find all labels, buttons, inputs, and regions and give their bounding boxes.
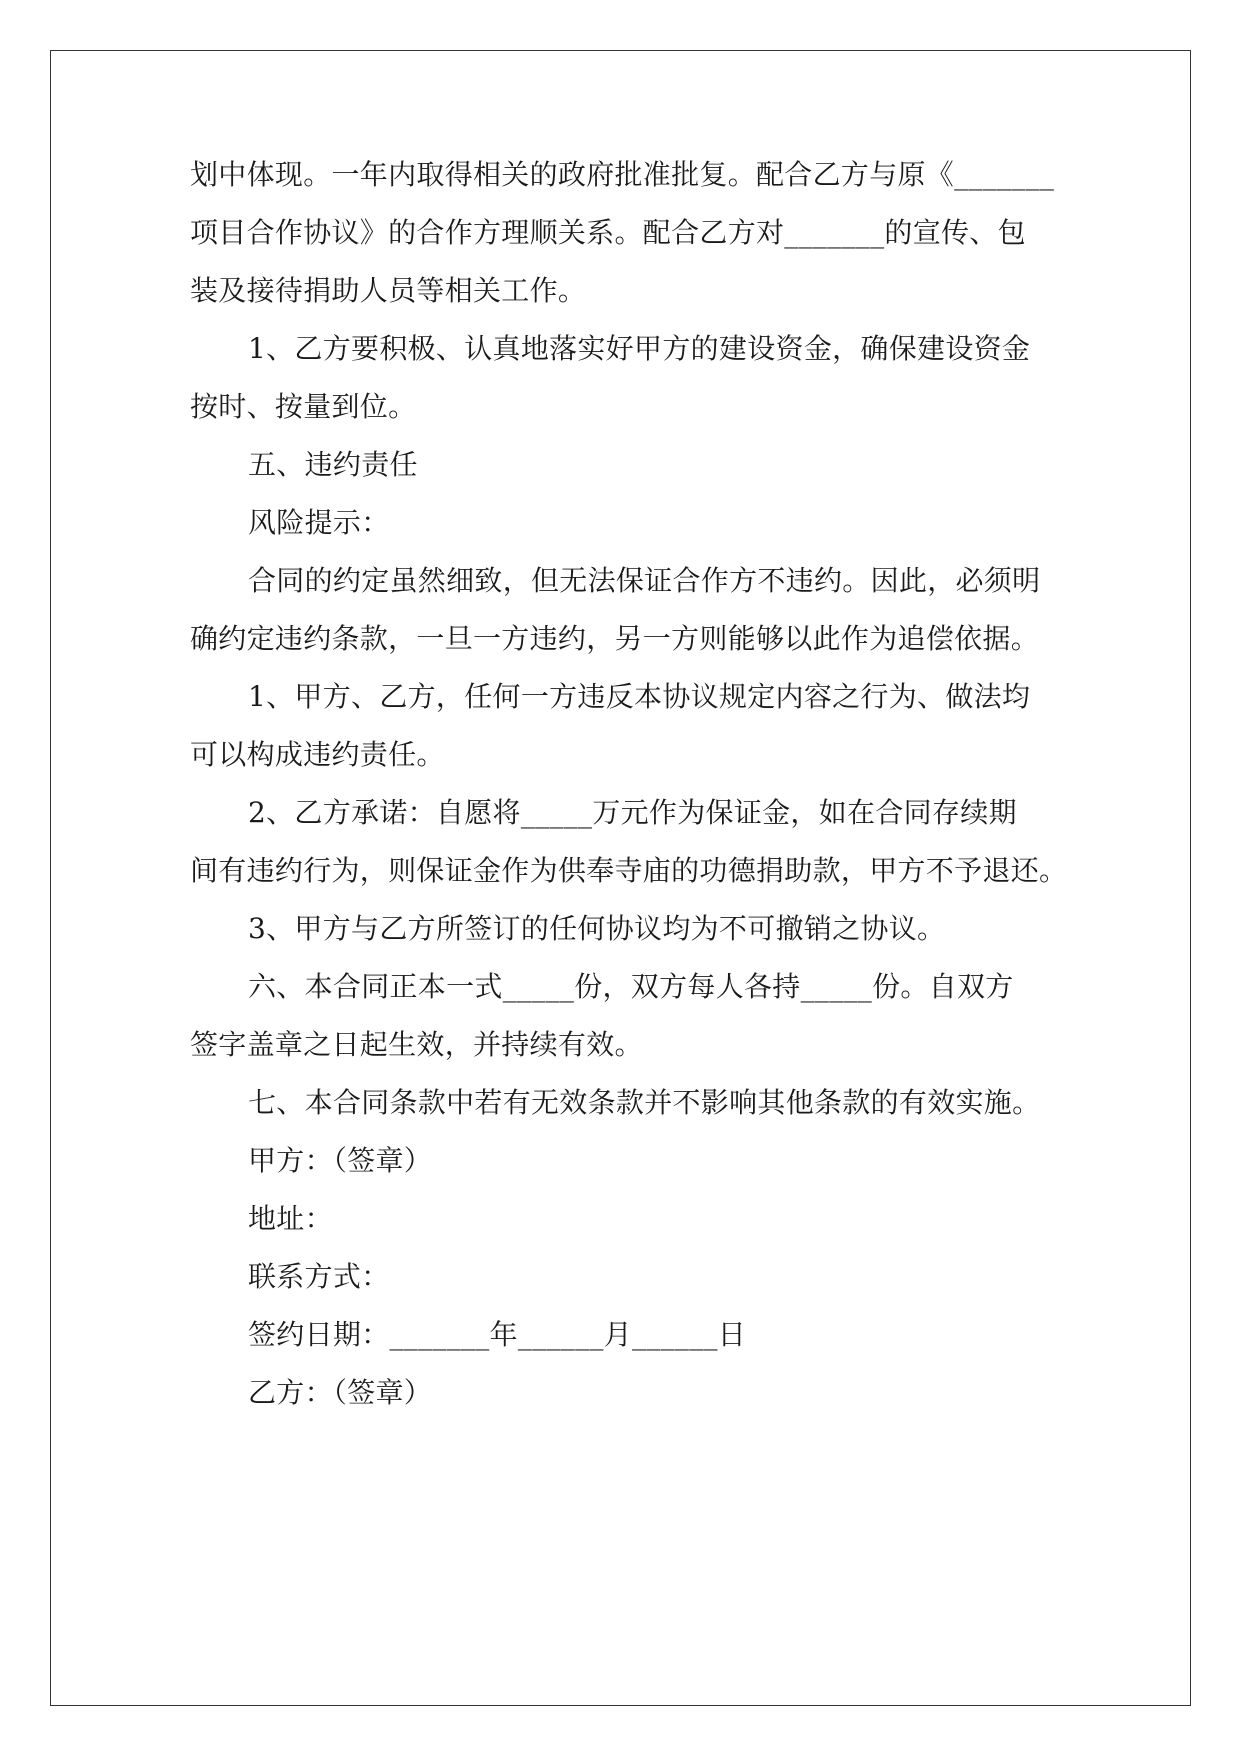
text-line: 可以构成违约责任。 [190,738,445,771]
section-heading: 六、本合同正本一式_____份，双方每人各持_____份。自双方 [248,970,1014,1003]
text-line: 项目合作协议》的合作方理顺关系。配合乙方对_______的宣传、包 [190,216,1026,249]
text-line: 装及接待捐助人员等相关工作。 [190,274,587,307]
text-line: 1、甲方、乙方，任何一方违反本协议规定内容之行为、做法均 [248,680,1031,713]
text-line: 间有违约行为，则保证金作为供奉寺庙的功德捐助款，甲方不予退还。 [190,854,1068,887]
sign-date-line: 签约日期：_______年______月______日 [248,1318,747,1351]
text-line: 划中体现。一年内取得相关的政府批准批复。配合乙方与原《_______ [190,158,1055,191]
text-line: 确约定违约条款，一旦一方违约，另一方则能够以此作为追偿依据。 [190,622,1040,655]
text-line: 1、乙方要积极、认真地落实好甲方的建设资金，确保建设资金 [248,332,1031,365]
text-line: 签字盖章之日起生效，并持续有效。 [190,1028,643,1061]
party-a-signature: 甲方：（签章） [248,1144,433,1177]
party-b-signature: 乙方：（签章） [248,1376,433,1409]
section-heading: 五、违约责任 [248,448,418,481]
text-line: 3、甲方与乙方所签订的任何协议均为不可撤销之协议。 [248,912,946,945]
address-label: 地址： [248,1202,333,1235]
risk-note-label: 风险提示： [248,506,390,539]
text-line: 合同的约定虽然细致，但无法保证合作方不违约。因此，必须明 [248,564,1041,597]
text-line: 2、乙方承诺：自愿将_____万元作为保证金，如在合同存续期 [248,796,1017,829]
contact-label: 联系方式： [248,1260,390,1293]
section-heading: 七、本合同条款中若有无效条款并不影响其他条款的有效实施。 [248,1086,1041,1119]
text-line: 按时、按量到位。 [190,390,417,423]
